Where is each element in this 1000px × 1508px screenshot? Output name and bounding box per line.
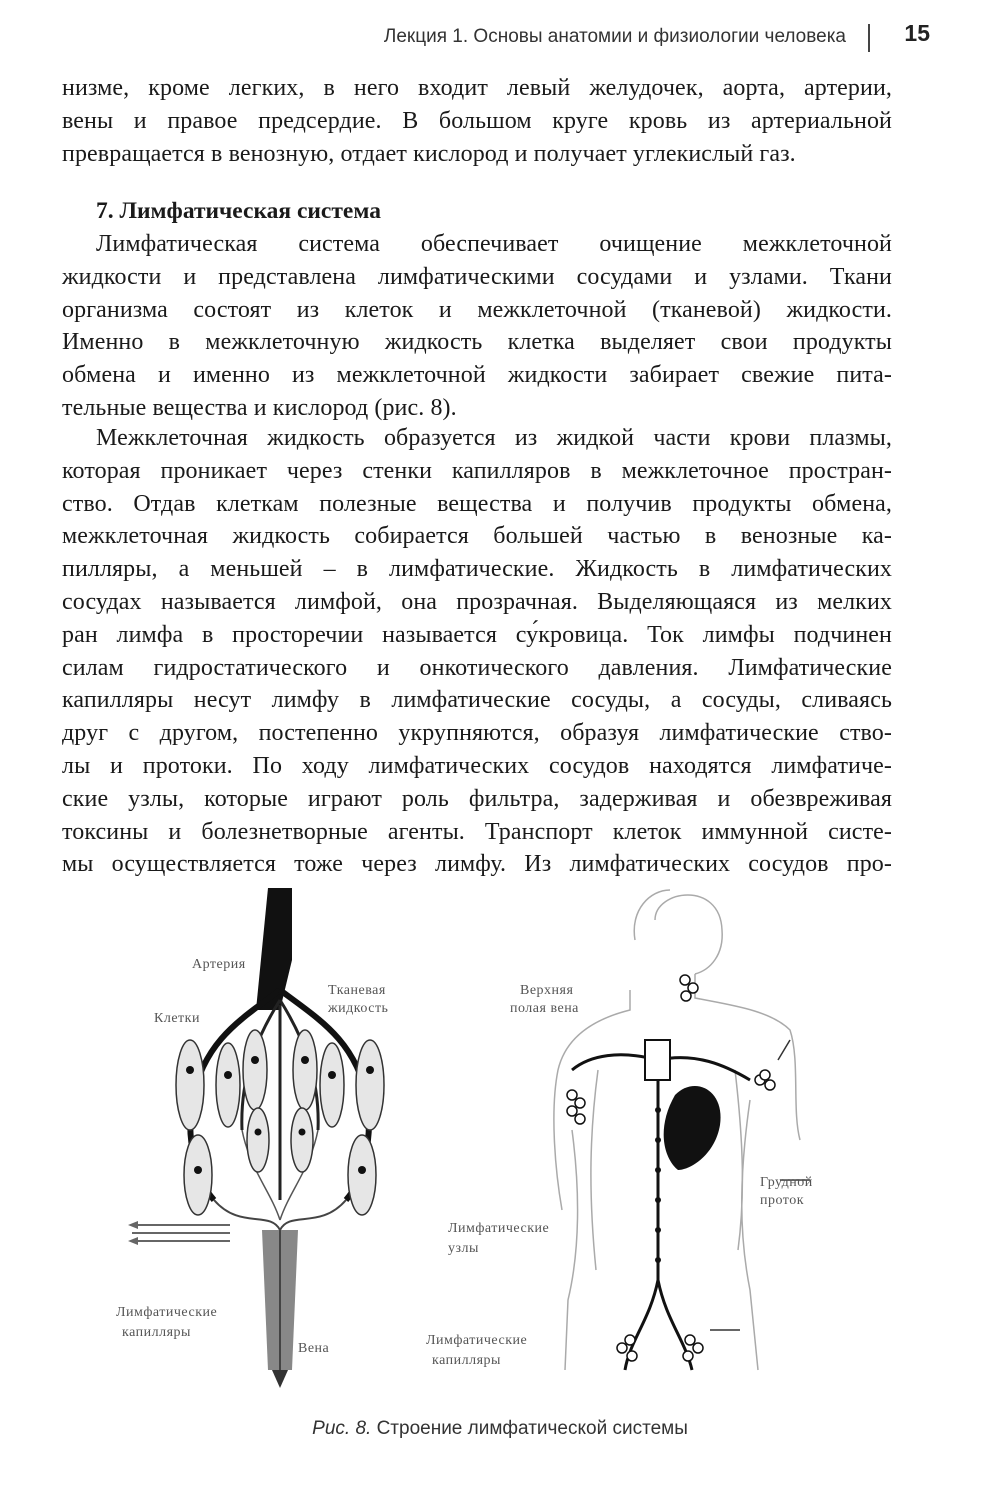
text-line: превращается в венозную, отдает кислород и получает углекислый газ. (62, 140, 796, 167)
text-line: Лимфатическая система обеспечивает очищение межклеточной (96, 231, 892, 257)
label-vein: Вена (298, 1341, 330, 1356)
text-line: мы осуществляется тоже через лимфу. Из лимфатических сосудов про- (62, 851, 892, 878)
label-lymph-nodes-2: узлы (448, 1241, 479, 1256)
figure-caption (0, 1418, 1000, 1440)
text-line: жидкости и представлена лимфатическими сосудами и узлами. Ткани (62, 263, 892, 290)
figure-illustration (110, 870, 870, 1390)
text-line: организма состоят из клеток и межклеточной (тканевой) жидкости. (62, 296, 892, 323)
page-number: 15 (904, 20, 930, 46)
text-line: Межклеточная жидкость образуется из жидкой части крови плазмы, (96, 425, 892, 451)
label-artery: Артерия (192, 957, 246, 972)
figure-lymphatic-system (110, 870, 870, 1390)
superior-vena-cava (645, 1040, 670, 1080)
caption-text: Строение лимфатической системы (376, 1418, 688, 1439)
text-line: ские узлы, которые играют роль фильтра, задерживая и обезвреживая (62, 785, 892, 812)
running-title: Лекция 1. Основы анатомии и физиологии человека (383, 26, 846, 47)
label-tissue-fluid-1: Тканевая (328, 983, 386, 998)
text-line: сосудах называется лимфой, она прозрачная. Выделяющаяся из мелких (62, 588, 892, 615)
label-lymph-capillaries-left-1: Лимфатические (116, 1305, 218, 1320)
text-line: пилляры, а меньшей – в лимфатические. Жидкость в лимфатических (62, 556, 892, 583)
text-line: Именно в межклеточную жидкость клетка выделяет свои продукты (62, 329, 892, 356)
text-line: тельные вещества и кислород (рис. 8). (62, 394, 457, 421)
intro-paragraph (62, 72, 892, 170)
label-tissue-fluid-2: жидкость (328, 1001, 389, 1016)
running-head (60, 20, 934, 52)
text-line: вены и правое предсердие. В большом круге кровь из артериальной (62, 107, 892, 134)
text-line: лы и протоки. По ходу лимфатических сосудов находятся лимфатиче- (62, 752, 892, 779)
text-line: друг с другом, постепенно укрупняются, образуя лимфатические ство- (62, 720, 892, 747)
text-line: силам гидростатического и онкотического давления. Лимфатические (62, 654, 892, 681)
text-line: капилляры несут лимфу в лимфатические сосуды, а сосуды, сливаясь (62, 687, 892, 714)
text-line: обмена и именно из межклеточной жидкости забирает свежие пита- (62, 362, 892, 389)
label-lymph-capillaries-right-2: капилляры (432, 1353, 501, 1368)
label-thoracic-duct-2: проток (760, 1193, 805, 1208)
caption-number: Рис. 8. (312, 1418, 372, 1439)
label-lymph-capillaries-left-2: капилляры (122, 1325, 191, 1340)
section-heading: 7. Лимфатическая система (96, 198, 381, 224)
label-superior-vena-cava-1: Верхняя (520, 983, 574, 998)
text-line: токсины и болезнетворные агенты. Транспорт клеток иммунной систе- (62, 818, 892, 845)
label-thoracic-duct-1: Грудной (760, 1175, 813, 1190)
header-divider (868, 24, 870, 52)
thoracic-duct (572, 1055, 750, 1370)
text-line: межклеточная жидкость собирается большей частью в венозные ка- (62, 523, 892, 550)
heart (664, 1086, 721, 1170)
label-superior-vena-cava-2: полая вена (510, 1001, 579, 1016)
text-line: низме, кроме легких, в него входит левый желудочек, аорта, артерии, (62, 75, 892, 101)
label-lymph-capillaries-right-1: Лимфатические (426, 1333, 528, 1348)
label-lymph-nodes-1: Лимфатические (448, 1221, 550, 1236)
label-cells: Клетки (154, 1011, 200, 1026)
lymph-nodes (567, 975, 775, 1361)
paragraph-1 (62, 228, 892, 425)
text-line: которая проникает через стенки капилляров в межклеточное простран- (62, 457, 892, 484)
text-line: ран лимфа в просторечии называется су́кровица. Ток лимфы подчинен (62, 621, 892, 648)
paragraph-2 (62, 422, 892, 881)
text-line: ство. Отдав клеткам полезные вещества и получив продукты обмена, (62, 490, 892, 517)
